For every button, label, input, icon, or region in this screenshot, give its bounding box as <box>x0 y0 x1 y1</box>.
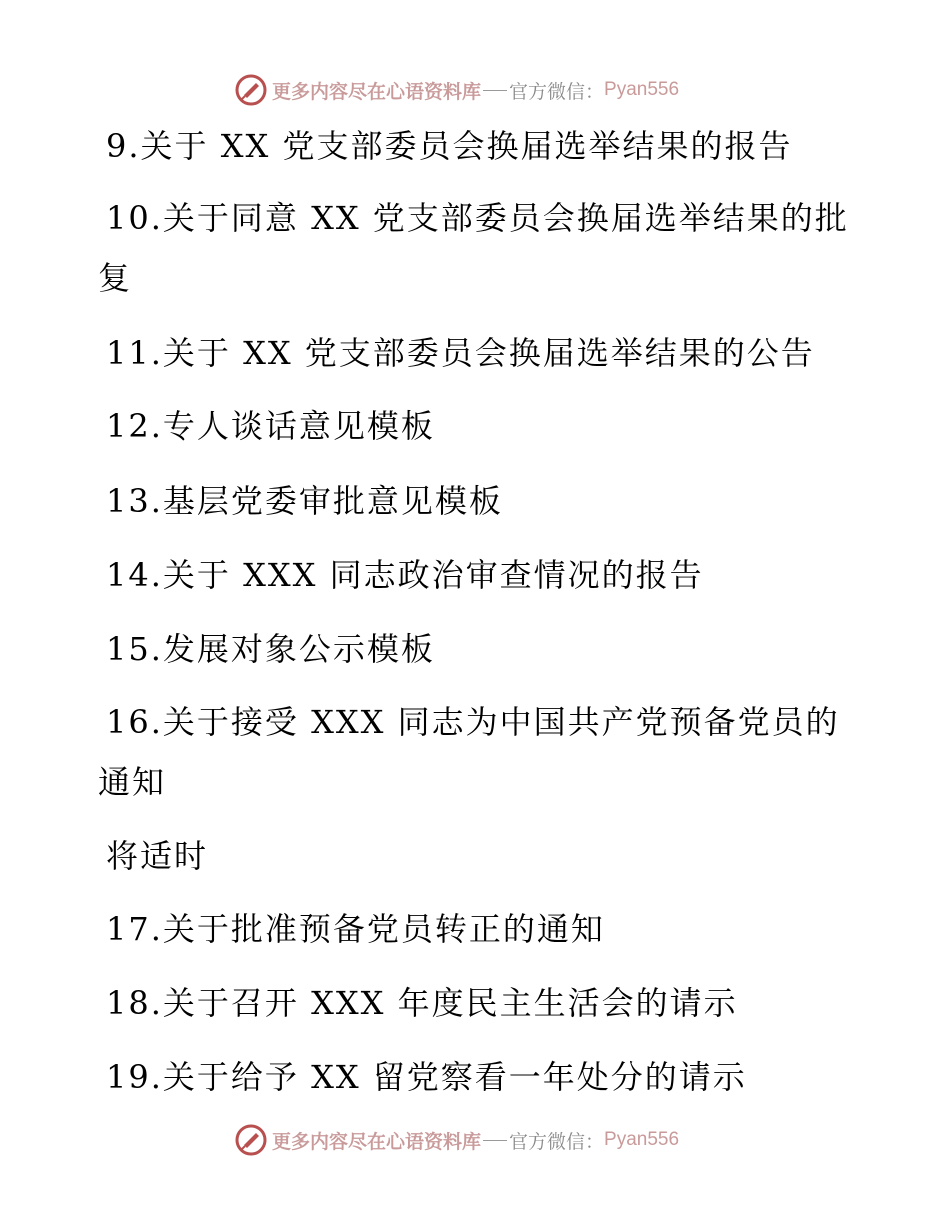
header-watermark <box>234 70 679 110</box>
watermark-wechat-id: Pyan556 <box>604 79 680 100</box>
brand-logo-icon <box>234 73 268 107</box>
list-item: 10.关于同意 XX 党支部委员会换届选举结果的批 <box>106 199 849 237</box>
list-item: 14.关于 XXX 同志政治审查情况的报告 <box>106 556 704 594</box>
list-item: 17.关于批准预备党员转正的通知 <box>106 910 605 948</box>
list-item: 19.关于给予 XX 留党察看一年处分的请示 <box>106 1058 747 1096</box>
brand-logo-icon <box>234 1123 268 1157</box>
list-item: 18.关于召开 XXX 年度民主生活会的请示 <box>106 984 738 1022</box>
list-item: 16.关于接受 XXX 同志为中国共产党预备党员的 <box>106 703 840 741</box>
watermark-wechat-id: Pyan556 <box>604 1129 680 1150</box>
watermark-dash <box>483 1140 507 1141</box>
list-item: 将适时 <box>106 837 209 875</box>
footer-watermark <box>234 1120 679 1160</box>
list-item-continuation: 通知 <box>98 763 167 801</box>
list-item: 13.基层党委审批意见模板 <box>106 482 503 520</box>
watermark-brand-text: 更多内容尽在心语资料库 <box>272 1130 482 1153</box>
list-item: 9.关于 XX 党支部委员会换届选举结果的报告 <box>106 127 793 165</box>
list-item: 11.关于 XX 党支部委员会换届选举结果的公告 <box>106 334 815 372</box>
list-item: 15.发展对象公示模板 <box>106 630 435 668</box>
list-item: 12.专人谈话意见模板 <box>106 407 435 445</box>
watermark-dash <box>483 90 507 91</box>
watermark-wechat-label: 官方微信： <box>509 80 605 103</box>
watermark-wechat-label: 官方微信： <box>509 1130 605 1153</box>
list-item-continuation: 复 <box>98 259 133 297</box>
watermark-brand-text: 更多内容尽在心语资料库 <box>272 80 482 103</box>
